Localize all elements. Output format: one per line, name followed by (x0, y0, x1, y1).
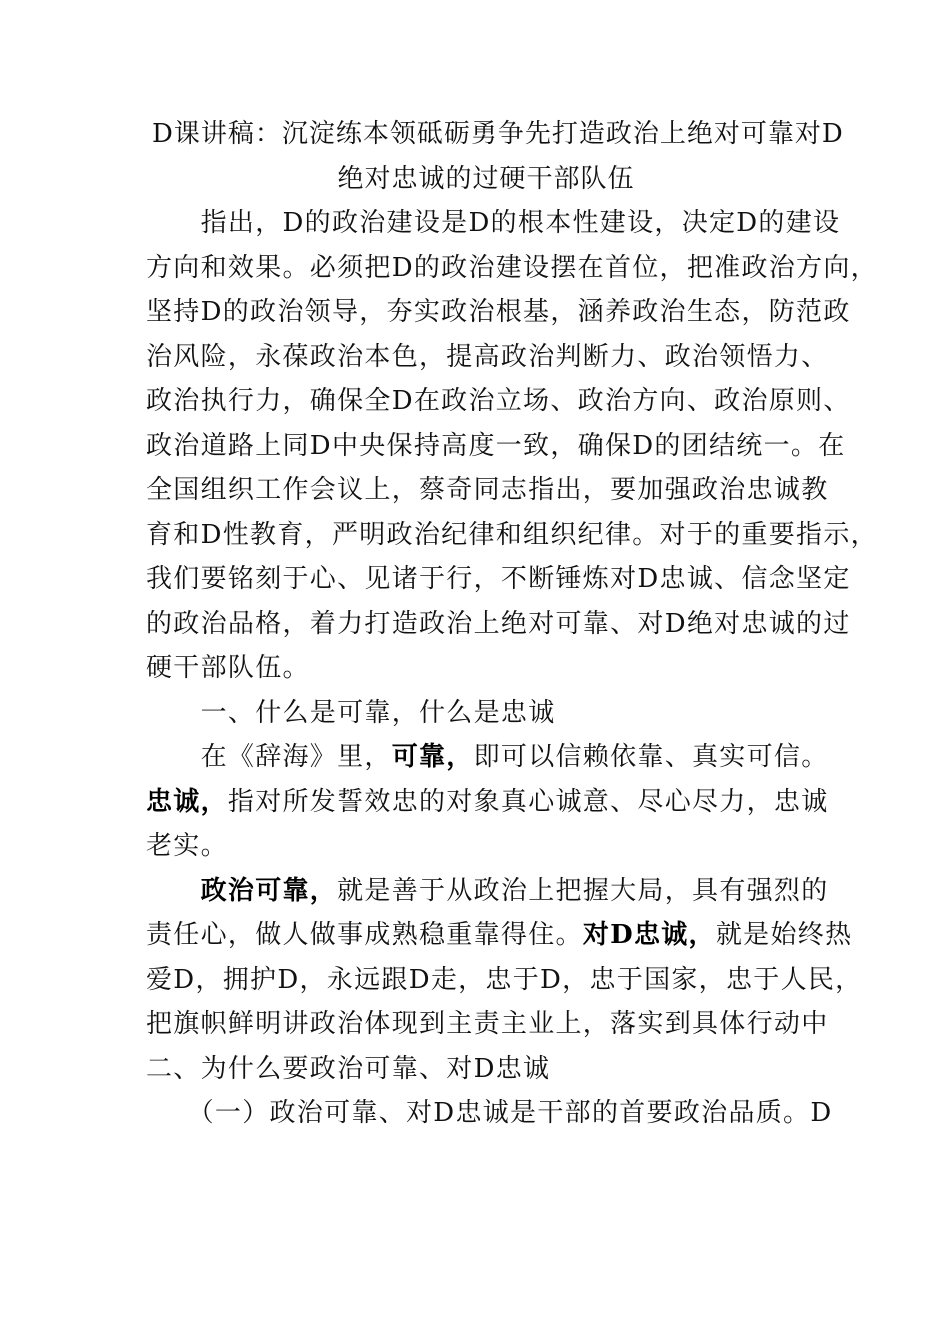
document-title-line-2: 绝对忠诚的过硬干部队伍 (337, 164, 635, 194)
definition-text-reliable: 即可以信赖依靠、真实可信。 (473, 742, 829, 772)
paragraph3-line-3: 爱D，拥护D，永远跟D走，忠于D，忠于国家，忠于人民， (146, 965, 863, 995)
definition-line-1 (146, 740, 829, 774)
paragraph3-line-1 (146, 874, 829, 908)
paragraph-line: 治风险，永葆政治本色，提高政治判断力、政治领悟力、 (146, 342, 829, 372)
paragraph3-text-1: 就是善于从政治上把握大局，具有强烈的 (337, 876, 829, 906)
paragraph-line: 我们要铭刻于心、见诸于行，不断锤炼对D忠诚、信念坚定 (146, 564, 851, 594)
definition-intro: 在《辞海》里， (146, 742, 392, 772)
paragraph3-text-2: 责任心，做人做事成熟稳重靠得住。 (146, 920, 583, 950)
paragraph-line: 政治道路上同D中央保持高度一致，确保D的团结统一。在 (146, 431, 846, 461)
term-political-reliable: 政治可靠， (200, 876, 338, 906)
paragraph4-line-1: （一）政治可靠、对D忠诚是干部的首要政治品质。D (146, 1098, 833, 1128)
paragraph3-text-3: 就是始终热 (715, 920, 853, 950)
document-title-line-1: D课讲稿：沉淀练本领砥砺勇争先打造政治上绝对可靠对D (152, 119, 844, 149)
section-heading-1: 一、什么是可靠，什么是忠诚 (146, 698, 556, 728)
paragraph-line: 方向和效果。必须把D的政治建设摆在首位，把准政治方向， (146, 253, 878, 283)
paragraph3-line-4: 把旗帜鲜明讲政治体现到主责主业上，落实到具体行动中 (146, 1009, 829, 1039)
definition-term-reliable: 可靠， (391, 742, 474, 772)
paragraph-line: 硬干部队伍。 (146, 653, 310, 683)
paragraph-line: 全国组织工作会议上，蔡奇同志指出，要加强政治忠诚教 (146, 475, 829, 505)
paragraph-line: 的政治品格，着力打造政治上绝对可靠、对D绝对忠诚的过 (146, 609, 851, 639)
paragraph-line: 坚持D的政治领导，夯实政治根基，涵养政治生态，防范政 (146, 297, 851, 327)
paragraph-line: 指出，D的政治建设是D的根本性建设，决定D的建设 (146, 208, 841, 238)
paragraph3-indent (146, 876, 201, 906)
definition-line-2 (146, 785, 829, 819)
section-heading-2: 二、为什么要政治可靠、对D忠诚 (146, 1054, 551, 1084)
paragraph-line: 育和D性教育，严明政治纪律和组织纪律。对于的重要指示， (146, 520, 878, 550)
definition-line-3: 老实。 (146, 831, 228, 861)
term-loyal-to-party: 对D忠诚， (582, 920, 716, 950)
definition-term-loyal: 忠诚， (146, 787, 228, 817)
paragraph3-line-2 (146, 918, 853, 952)
definition-text-loyal: 指对所发誓效忠的对象真心诚意、尽心尽力，忠诚 (227, 787, 829, 817)
paragraph-line: 政治执行力，确保全D在政治立场、政治方向、政治原则、 (146, 386, 851, 416)
